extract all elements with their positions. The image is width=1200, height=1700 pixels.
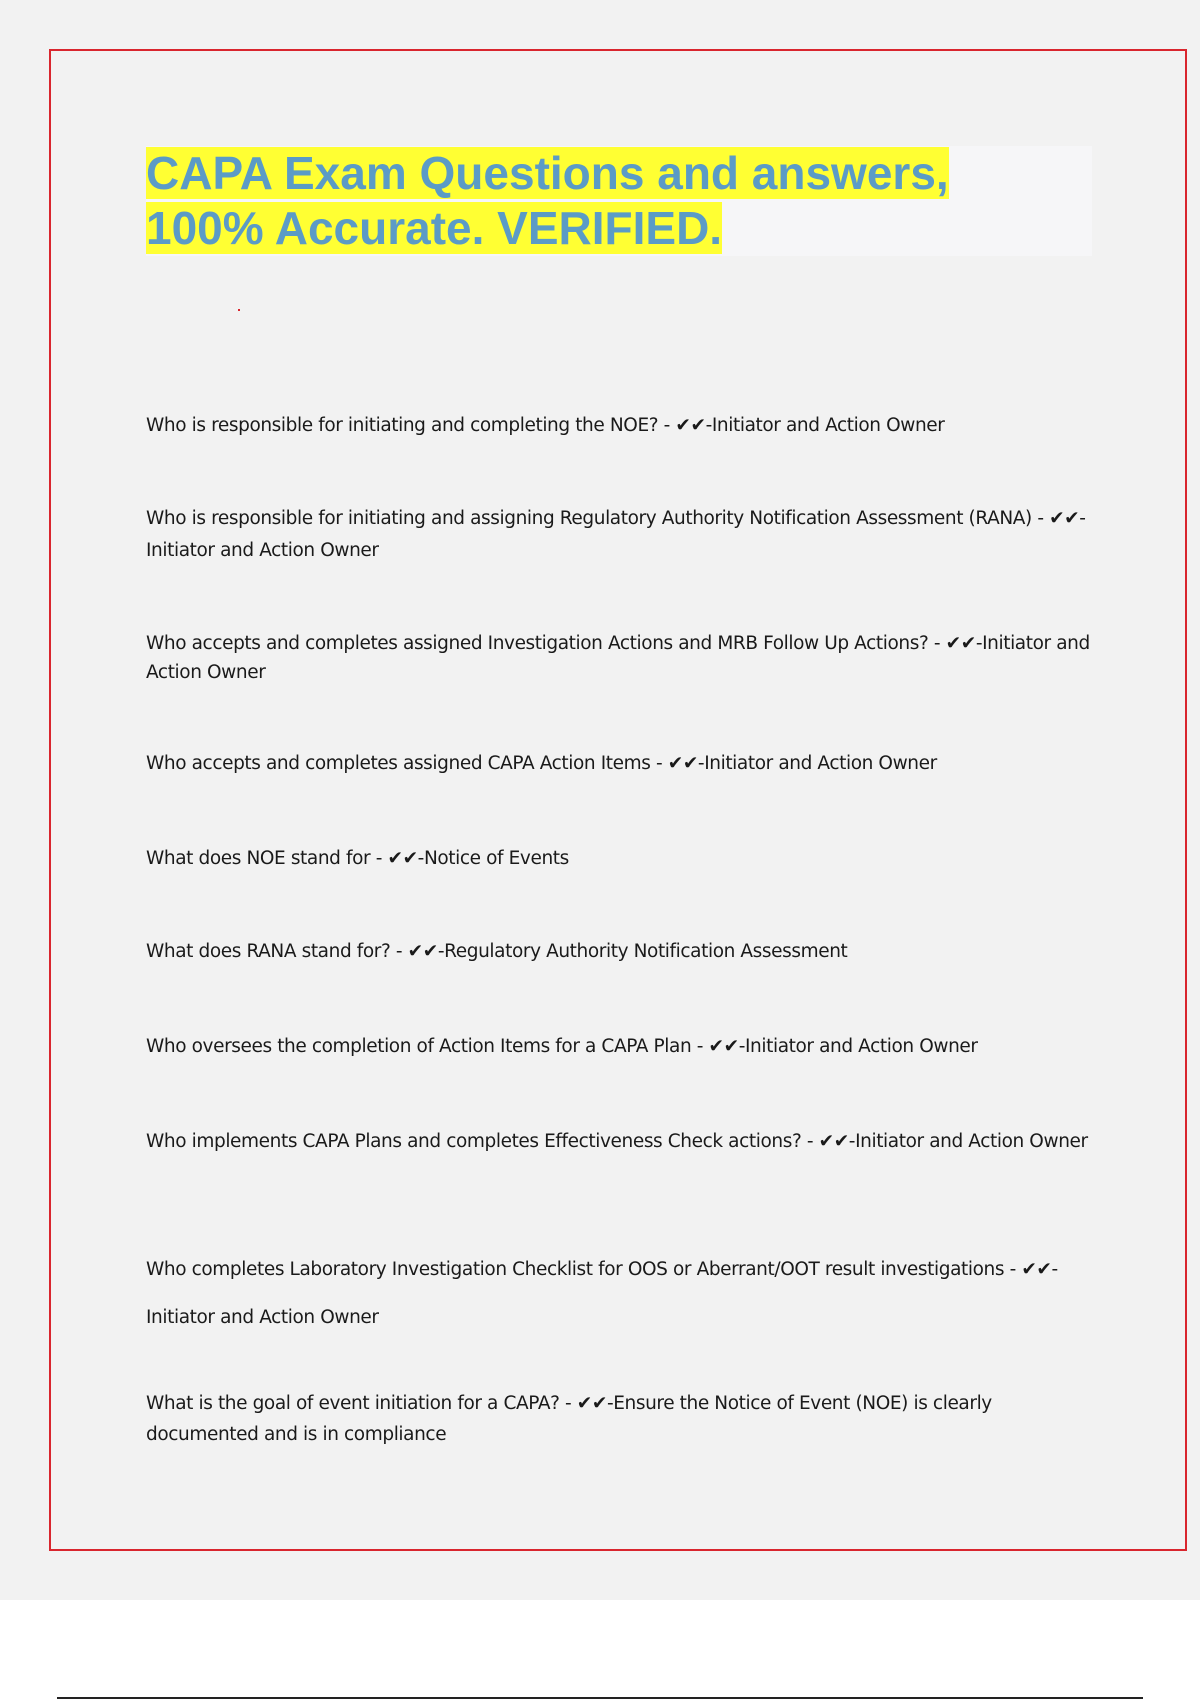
qa-item-10: What is the goal of event initiation for a CAPA? - ✔✔-Ensure the Notice of Event (NOE) is clearly documented and is in compliance bbox=[146, 1393, 992, 1445]
red-dot-mark bbox=[238, 309, 240, 311]
title-block bbox=[146, 146, 1092, 256]
qa-item-3: Who accepts and completes assigned Investigation Actions and MRB Follow Up Actions? - ✔✔-Initiator and Action Owner bbox=[146, 633, 1090, 683]
title-line-2: 100% Accurate. VERIFIED. bbox=[146, 202, 723, 254]
footer-rule bbox=[57, 1697, 1143, 1699]
qa-item-9: Who completes Laboratory Investigation Checklist for OOS or Aberrant/OOT result investigations - ✔✔-Initiator and Action Owner bbox=[146, 1259, 1058, 1328]
qa-item-4: Who accepts and completes assigned CAPA Action Items - ✔✔-Initiator and Action Owner bbox=[146, 753, 937, 774]
qa-item-6: What does RANA stand for? - ✔✔-Regulatory Authority Notification Assessment bbox=[146, 941, 848, 962]
document-title bbox=[146, 146, 1092, 256]
qa-item-8: Who implements CAPA Plans and completes Effectiveness Check actions? - ✔✔-Initiator and Action Owner bbox=[146, 1131, 1088, 1152]
title-line-1: CAPA Exam Questions and answers, bbox=[146, 147, 949, 199]
qa-item-2: Who is responsible for initiating and assigning Regulatory Authority Notification Assessment (RANA) - ✔✔-Initiator and Action Owner bbox=[146, 508, 1086, 561]
qa-item-1: Who is responsible for initiating and completing the NOE? - ✔✔-Initiator and Action Owner bbox=[146, 415, 945, 436]
qa-item-5: What does NOE stand for - ✔✔-Notice of Events bbox=[146, 848, 569, 869]
qa-item-7: Who oversees the completion of Action Items for a CAPA Plan - ✔✔-Initiator and Action Owner bbox=[146, 1036, 978, 1057]
